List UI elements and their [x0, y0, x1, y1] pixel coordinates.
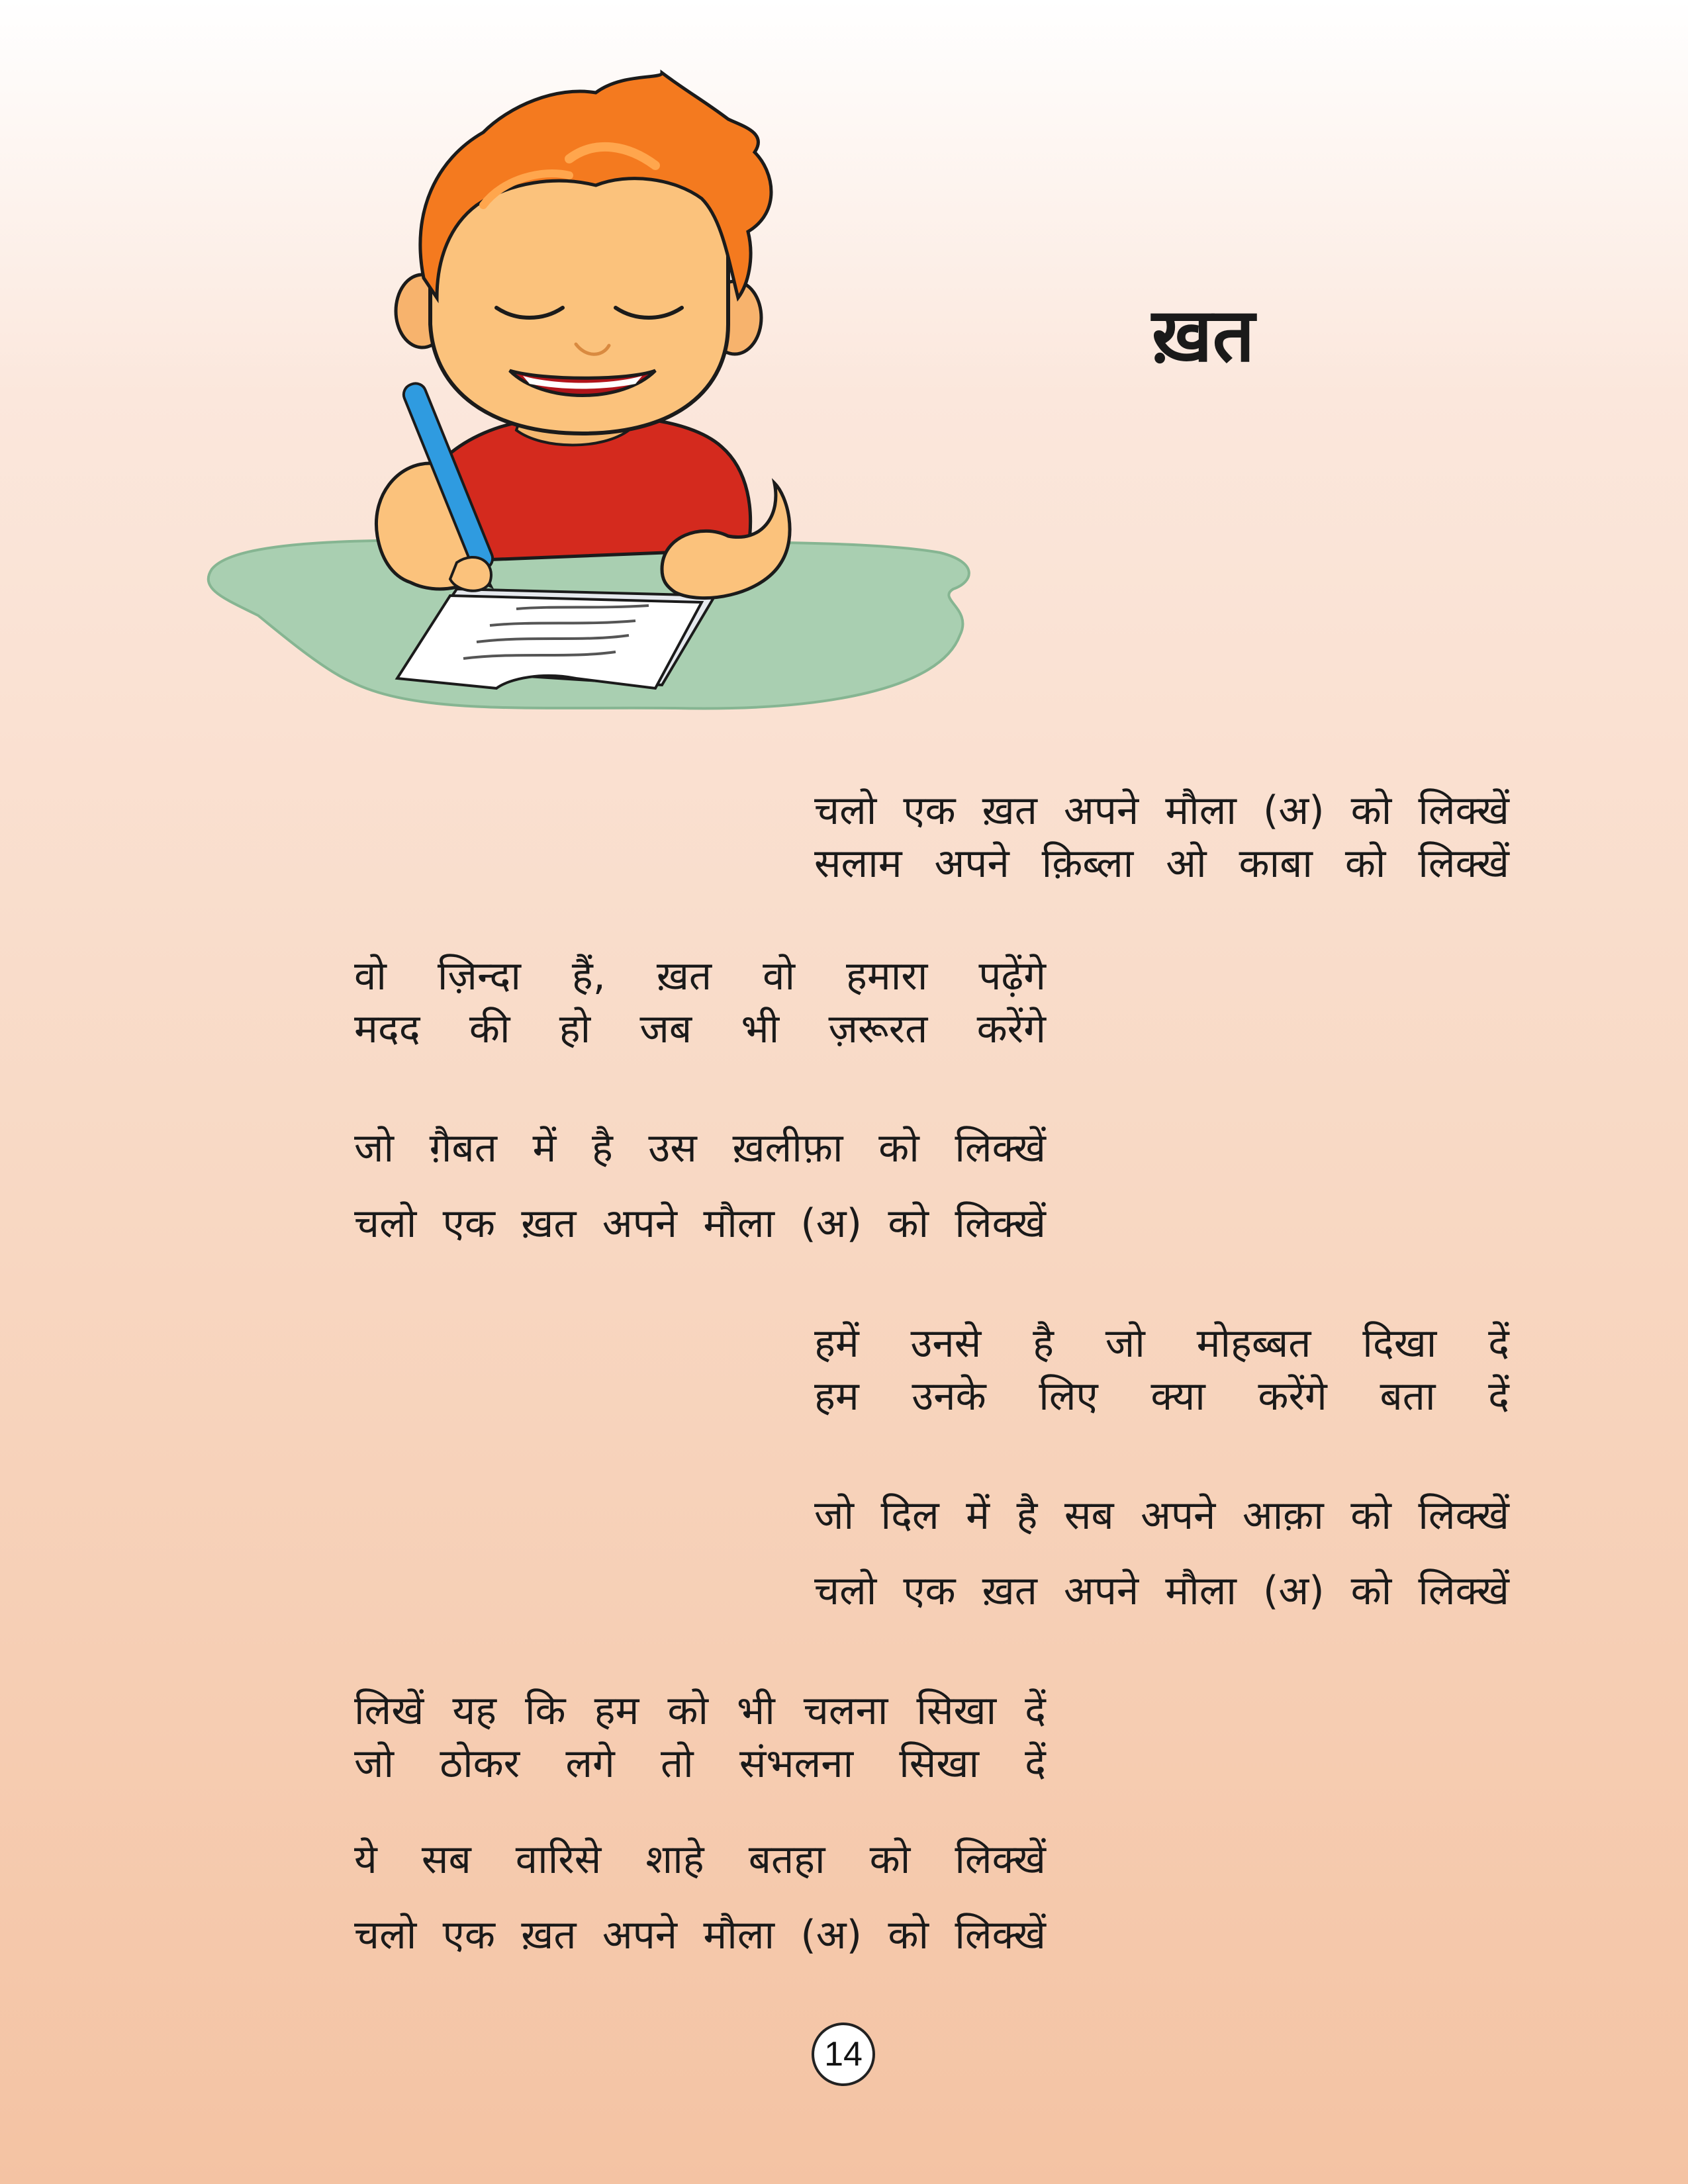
poem-line: ये सब वारिसे शाहे बतहा को लिक्खें: [354, 1837, 1046, 1883]
poem-line: जो ग़ैबत में है उस ख़लीफ़ा को लिक्खें: [354, 1125, 1046, 1171]
stanza-5: [814, 1489, 1509, 1617]
poem-line: जो ठोकर लगे तो संभलना सिखा दें: [354, 1741, 1046, 1787]
stanza-3: [354, 1122, 1046, 1250]
poem-line: चलो एक ख़त अपने मौला (अ) को लिक्खें: [814, 1568, 1509, 1614]
paper-sheet: [397, 589, 715, 688]
poem-line: मदद की हो जब भी ज़रूरत करेंगे: [354, 1006, 1046, 1052]
stanza-7: [354, 1833, 1046, 1962]
boy-writing-illustration: [199, 60, 1046, 721]
poem-line: चलो एक ख़त अपने मौला (अ) को लिक्खें: [814, 788, 1509, 834]
stanza-2: [354, 950, 1046, 1056]
poem-title: ख़त: [1152, 293, 1255, 379]
stanza-4: [814, 1317, 1509, 1423]
stanza-1: [814, 784, 1509, 890]
poem-line: वो ज़िन्दा हैं, ख़त वो हमारा पढ़ेंगे: [354, 953, 1046, 999]
poem-line: लिखें यह कि हम को भी चलना सिखा दें: [354, 1688, 1046, 1734]
stanza-6: [354, 1684, 1046, 1790]
page-number: 14: [812, 2023, 875, 2086]
poem-line: हमें उनसे है जो मोहब्बत दिखा दें: [814, 1320, 1509, 1367]
poem-line: चलो एक ख़त अपने मौला (अ) को लिक्खें: [354, 1201, 1046, 1247]
poem-line: हम उनके लिए क्या करेंगे बता दें: [814, 1373, 1509, 1420]
poem-line: जो दिल में है सब अपने आक़ा को लिक्खें: [814, 1492, 1509, 1539]
poem-line: सलाम अपने क़िब्ला ओ काबा को लिक्खें: [814, 841, 1509, 887]
poem-line: चलो एक ख़त अपने मौला (अ) को लिक्खें: [354, 1912, 1046, 1958]
